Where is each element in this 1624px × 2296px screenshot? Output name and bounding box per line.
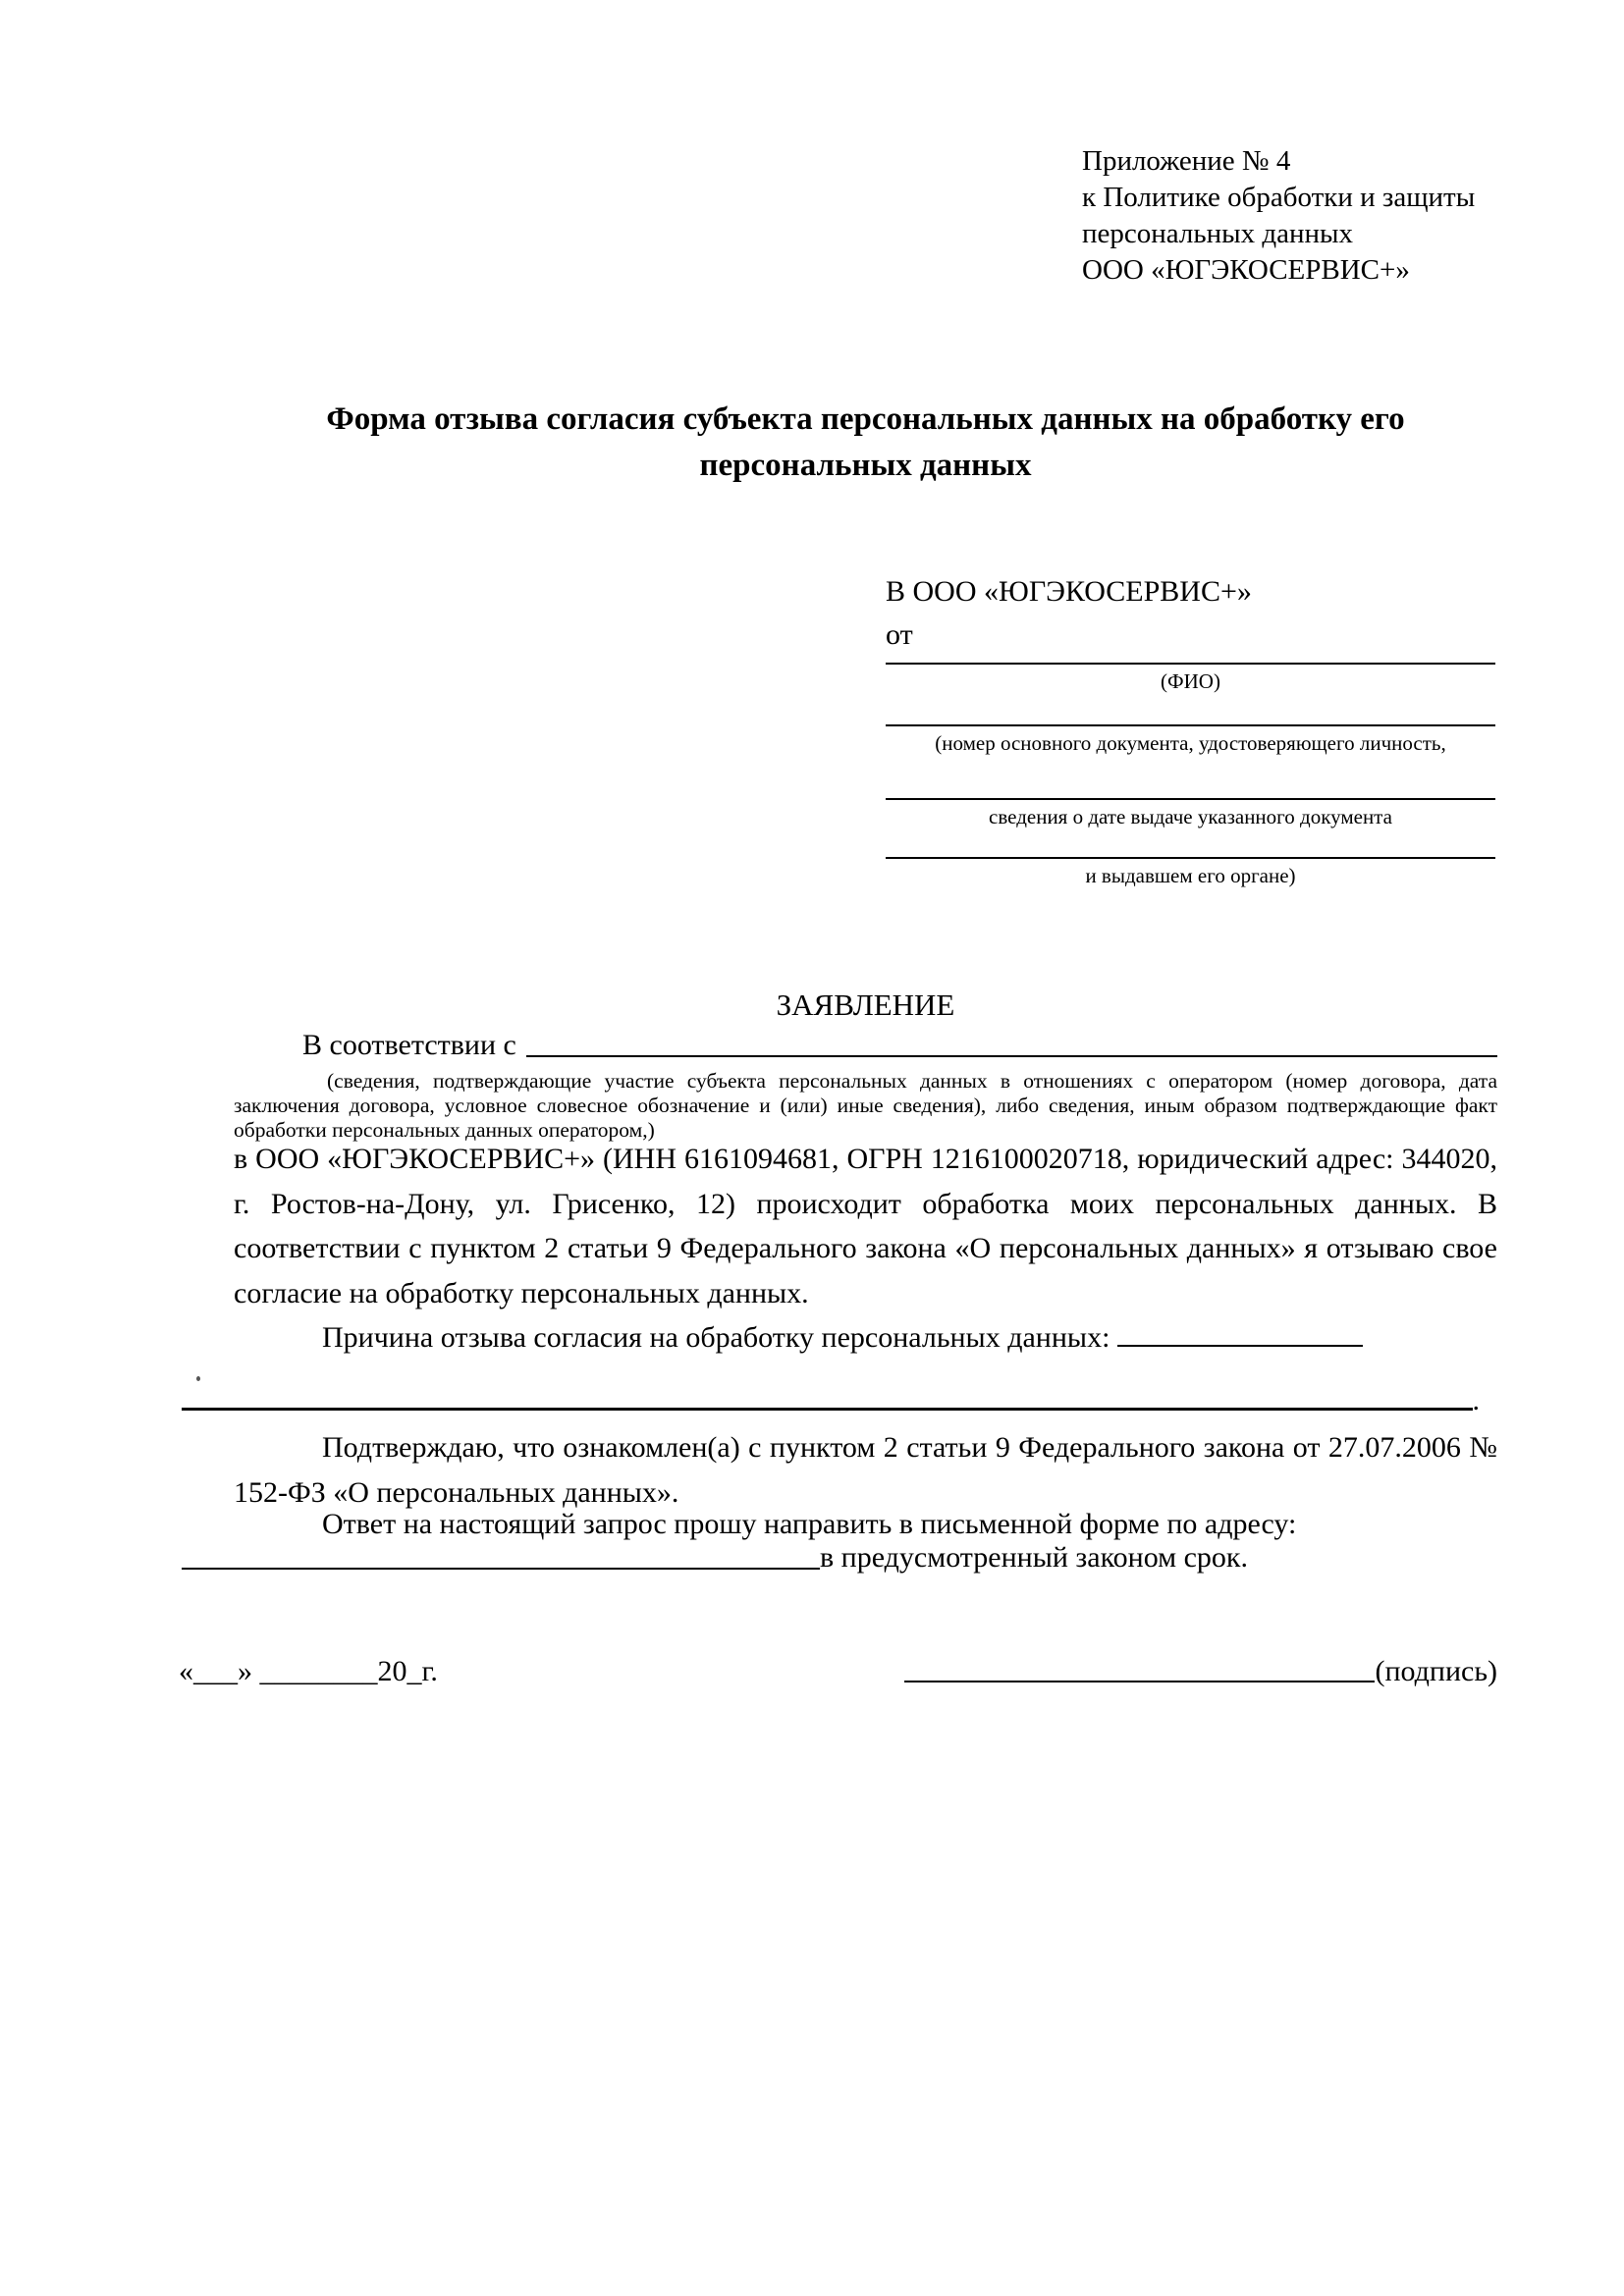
reply-paragraph: Ответ на настоящий запрос прошу направить в письменной форме по адресу: [322,1508,1297,1540]
note-text: (сведения, подтверждающие участие субъекта персональных данных в отношениях с оператором (номер договора, дата заключения договора, условное словесное обозначение и (или) иные сведения), либо сведения, иным образом подтверждающие факт обработки персональных данных оператором,) [234,1069,1497,1142]
doc-number-blank-line [886,724,1495,726]
statement-heading: ЗАЯВЛЕНИЕ [776,988,955,1022]
addressee-from: от [886,618,913,651]
doc-number-caption: (номер основного документа, удостоверяющего личность, [935,731,1446,755]
statement-body-block [234,1137,1497,1361]
date-signature-row [179,1655,1497,1688]
reply-tail: в предусмотренный законом срок. [820,1541,1248,1574]
fio-blank-line [886,663,1495,665]
intro-lead: В соответствии с [302,1029,516,1061]
reason-continuation-line [182,1384,1480,1417]
intro-paragraph [234,1029,1497,1062]
fio-caption: (ФИО) [1161,669,1220,693]
reason-line-period: . [1472,1384,1480,1416]
signature-blank-line [904,1681,1375,1682]
reason-blank-line [182,1408,1473,1411]
reply-address-blank-line [182,1568,820,1570]
annex-line: Приложение № 4 [1082,145,1291,177]
reason-paragraph [234,1315,1497,1361]
date-blank: «___» ________20_г. [179,1655,438,1687]
annex-line: к Политике обработки и защиты [1082,182,1476,213]
intro-blank-line [526,1055,1497,1057]
annex-line: ООО «ЮГЭКОСЕРВИС+» [1082,254,1410,286]
reason-blank-inline [1117,1321,1363,1347]
issuer-blank-line [886,857,1495,859]
reply-address-row [182,1541,1291,1575]
document-title: Форма отзыва согласия субъекта персональных данных на обработку его персональных данных [326,401,1405,483]
issue-date-caption: сведения о дате выдаче указанного документа [989,805,1392,828]
issuer-caption: и выдавшем его органе) [1085,864,1296,887]
addressee-to: В ООО «ЮГЭКОСЕРВИС+» [886,575,1252,608]
signature-caption: (подпись) [1375,1655,1497,1687]
annex-line: персональных данных [1082,218,1354,249]
issue-date-blank-line [886,798,1495,800]
annex-block [1082,143,1475,289]
reason-lead: Причина отзыва согласия на обработку персональных данных: [322,1321,1110,1355]
signature-group [904,1655,1497,1688]
stray-mark [196,1376,200,1381]
confirmation-paragraph: Подтверждаю, что ознакомлен(а) с пунктом 2 статьи 9 Федерального закона от 27.07.2006 № 152-ФЗ «О персональных данных». [234,1431,1497,1509]
body-paragraph: в ООО «ЮГЭКОСЕРВИС+» (ИНН 6161094681, ОГРН 1216100020718, юридический адрес: 344020, г. Ростов-на-Дону, ул. Грисенко, 12) происходит обработка моих персональных данных. В соответствии с пунктом 2 статьи 9 Федерального закона «О персональных данных» я отзываю свое согласие на обработку персональных данных. [234,1143,1497,1309]
